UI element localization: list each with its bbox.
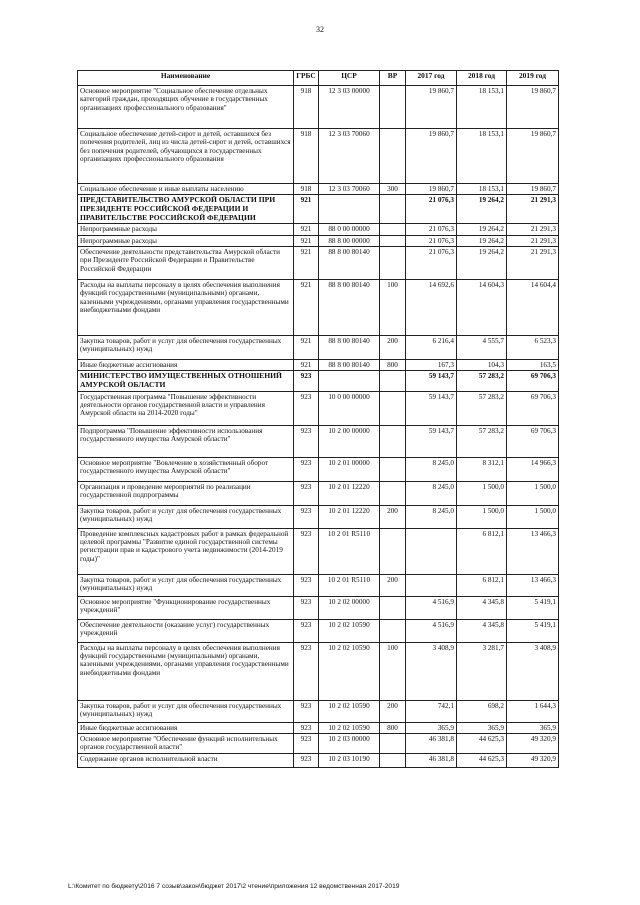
row-grbs: 918 xyxy=(294,184,319,195)
row-2018: 698,2 xyxy=(457,700,507,722)
row-2017: 4 516,9 xyxy=(406,596,457,619)
table-row xyxy=(78,86,559,129)
row-2018: 18 153,1 xyxy=(457,129,507,184)
row-2019: 69 706,3 xyxy=(507,371,559,391)
row-grbs: 921 xyxy=(294,336,319,360)
row-2019: 13 466,3 xyxy=(507,574,559,596)
row-name: МИНИСТЕРСТВО ИМУЩЕСТВЕННЫХ ОТНОШЕНИЙ АМУРСКОЙ ОБЛАСТИ xyxy=(78,371,294,391)
row-2019: 163,5 xyxy=(507,360,559,371)
row-vr xyxy=(380,247,406,280)
row-vr xyxy=(380,528,406,574)
row-grbs: 923 xyxy=(294,596,319,619)
row-name: Закупка товаров, работ и услуг для обеспечения государственных (муниципальных) нужд xyxy=(78,505,294,528)
row-csr: 12 3 03 70060 xyxy=(319,184,380,195)
row-vr: 200 xyxy=(380,505,406,528)
row-2017: 19 860,7 xyxy=(406,184,457,195)
row-name: Расходы на выплаты персоналу в целях обеспечения выполнения функций государственными (муниципальными) органами, казенными учреждениями, органами управления государственными внебюджетными фондами xyxy=(78,280,294,336)
header-vr: ВР xyxy=(380,71,406,86)
row-csr: 88 8 00 00000 xyxy=(319,235,380,246)
row-csr: 10 2 01 12220 xyxy=(319,505,380,528)
row-2017: 21 076,3 xyxy=(406,224,457,235)
table-row xyxy=(78,360,559,371)
row-csr: 12 3 03 00000 xyxy=(319,86,380,129)
row-vr: 200 xyxy=(380,700,406,722)
table-row xyxy=(78,700,559,722)
row-csr: 12 3 03 70060 xyxy=(319,129,380,184)
row-2019: 69 706,3 xyxy=(507,391,559,425)
row-grbs: 923 xyxy=(294,574,319,596)
row-csr: 10 0 00 00000 xyxy=(319,391,380,425)
row-2019: 21 291,3 xyxy=(507,224,559,235)
row-2018: 8 312,1 xyxy=(457,457,507,481)
row-name: Закупка товаров, работ и услуг для обеспечения государственных (муниципальных) нужд xyxy=(78,336,294,360)
header-2018: 2018 год xyxy=(457,71,507,86)
row-csr: 88 8 00 80140 xyxy=(319,247,380,280)
row-grbs: 921 xyxy=(294,224,319,235)
row-csr: 88 8 00 80140 xyxy=(319,336,380,360)
row-name: Иные бюджетные ассигнования xyxy=(78,722,294,733)
row-csr: 10 2 01 12220 xyxy=(319,481,380,505)
row-csr: 10 2 02 10590 xyxy=(319,722,380,733)
row-vr xyxy=(380,371,406,391)
row-2019: 5 419,1 xyxy=(507,619,559,642)
row-name: Иные бюджетные ассигнования xyxy=(78,360,294,371)
row-grbs: 923 xyxy=(294,734,319,754)
row-2017: 167,3 xyxy=(406,360,457,371)
row-2018: 6 812,1 xyxy=(457,528,507,574)
row-2018: 4 555,7 xyxy=(457,336,507,360)
table-row xyxy=(78,734,559,754)
row-2018: 365,9 xyxy=(457,722,507,733)
table-row xyxy=(78,224,559,235)
row-2019: 365,9 xyxy=(507,722,559,733)
row-name: Социальное обеспечение детей-сирот и детей, оставшихся без попечения родителей, лиц из числа детей-сирот и детей, оставшихся без попечения родителей, обучающихся в государственных организациях профессионального образования xyxy=(78,129,294,184)
row-2018: 18 153,1 xyxy=(457,86,507,129)
row-csr: 88 8 00 80140 xyxy=(319,360,380,371)
row-vr xyxy=(380,596,406,619)
row-name: Организация и проведение мероприятий по реализации государственной подпрограммы xyxy=(78,481,294,505)
table-header-row xyxy=(78,71,559,86)
row-2018: 14 604,3 xyxy=(457,280,507,336)
row-name: Социальное обеспечение и иные выплаты населению xyxy=(78,184,294,195)
row-2018: 6 812,1 xyxy=(457,574,507,596)
row-vr: 100 xyxy=(380,280,406,336)
row-grbs: 923 xyxy=(294,528,319,574)
row-2018: 44 625,3 xyxy=(457,734,507,754)
row-csr: 88 8 00 80140 xyxy=(319,280,380,336)
row-2019: 5 419,1 xyxy=(507,596,559,619)
row-2018: 1 500,0 xyxy=(457,481,507,505)
table-row xyxy=(78,754,559,768)
row-grbs: 921 xyxy=(294,195,319,224)
row-2019: 6 523,3 xyxy=(507,336,559,360)
row-name: Непрограммные расходы xyxy=(78,235,294,246)
row-name: Проведение комплексных кадастровых работ в рамках федеральной целевой программы "Развитие единой государственной системы регистрации прав и кадастрового учета недвижимости (2014-2019 годы)" xyxy=(78,528,294,574)
row-2017 xyxy=(406,528,457,574)
row-vr: 200 xyxy=(380,336,406,360)
row-vr xyxy=(380,129,406,184)
row-name: Подпрограмма "Повышение эффективности использования государственного имущества Амурской области" xyxy=(78,425,294,457)
row-grbs: 923 xyxy=(294,425,319,457)
row-csr: 10 2 02 10590 xyxy=(319,642,380,700)
row-2018: 19 264,2 xyxy=(457,195,507,224)
row-2018: 44 625,3 xyxy=(457,754,507,768)
row-vr: 800 xyxy=(380,360,406,371)
row-2018: 57 283,2 xyxy=(457,371,507,391)
row-2017: 742,1 xyxy=(406,700,457,722)
row-grbs: 921 xyxy=(294,360,319,371)
row-2019: 14 604,4 xyxy=(507,280,559,336)
row-csr: 10 2 02 00000 xyxy=(319,596,380,619)
row-name: Обеспечение деятельности (оказание услуг) государственных учреждений xyxy=(78,619,294,642)
row-grbs: 923 xyxy=(294,642,319,700)
row-vr xyxy=(380,481,406,505)
row-2017: 8 245,0 xyxy=(406,457,457,481)
row-name: Обеспечение деятельности представительства Амурской области при Президенте Российской Федерации и Правительстве Российской Федерации xyxy=(78,247,294,280)
row-2019: 19 860,7 xyxy=(507,184,559,195)
table-row xyxy=(78,247,559,280)
row-2019: 14 966,3 xyxy=(507,457,559,481)
budget-table xyxy=(77,70,559,768)
row-grbs: 923 xyxy=(294,754,319,768)
row-2019: 13 466,3 xyxy=(507,528,559,574)
row-2019: 49 320,9 xyxy=(507,734,559,754)
table-row xyxy=(78,528,559,574)
row-grbs: 923 xyxy=(294,619,319,642)
row-2018: 1 500,0 xyxy=(457,505,507,528)
row-grbs: 923 xyxy=(294,722,319,733)
row-2018: 4 345,8 xyxy=(457,596,507,619)
table-row xyxy=(78,129,559,184)
row-vr xyxy=(380,734,406,754)
row-2018: 19 264,2 xyxy=(457,224,507,235)
row-2019: 21 291,3 xyxy=(507,247,559,280)
page-number: 32 xyxy=(316,25,324,34)
row-csr: 88 0 00 00000 xyxy=(319,224,380,235)
row-2018: 4 345,8 xyxy=(457,619,507,642)
row-grbs: 918 xyxy=(294,86,319,129)
row-2018: 19 264,2 xyxy=(457,247,507,280)
row-vr xyxy=(380,235,406,246)
row-2018: 57 283,2 xyxy=(457,425,507,457)
row-2017: 365,9 xyxy=(406,722,457,733)
row-grbs: 921 xyxy=(294,280,319,336)
row-vr xyxy=(380,457,406,481)
row-vr xyxy=(380,86,406,129)
row-vr xyxy=(380,619,406,642)
row-vr xyxy=(380,195,406,224)
row-2017 xyxy=(406,574,457,596)
row-2019: 49 320,9 xyxy=(507,754,559,768)
header-grbs: ГРБС xyxy=(294,71,319,86)
row-csr: 10 2 01 00000 xyxy=(319,457,380,481)
row-name: Закупка товаров, работ и услуг для обеспечения государственных (муниципальных) нужд xyxy=(78,700,294,722)
table-row xyxy=(78,184,559,195)
row-2017: 19 860,7 xyxy=(406,86,457,129)
row-grbs: 923 xyxy=(294,481,319,505)
row-vr: 300 xyxy=(380,184,406,195)
table-row xyxy=(78,642,559,700)
table-row xyxy=(78,195,559,224)
row-2017: 19 860,7 xyxy=(406,129,457,184)
row-csr: 10 2 02 10590 xyxy=(319,700,380,722)
row-name: Закупка товаров, работ и услуг для обеспечения государственных (муниципальных) нужд xyxy=(78,574,294,596)
row-2017: 3 408,9 xyxy=(406,642,457,700)
table-row xyxy=(78,505,559,528)
row-vr: 200 xyxy=(380,574,406,596)
row-name: Основное мероприятие "Функционирование государственных учреждений" xyxy=(78,596,294,619)
row-csr xyxy=(319,371,380,391)
row-grbs: 918 xyxy=(294,129,319,184)
row-2017: 59 143,7 xyxy=(406,425,457,457)
row-2017: 8 245,0 xyxy=(406,481,457,505)
row-2017: 46 381,8 xyxy=(406,754,457,768)
row-vr xyxy=(380,391,406,425)
row-2017: 46 381,8 xyxy=(406,734,457,754)
header-csr: ЦСР xyxy=(319,71,380,86)
row-vr xyxy=(380,754,406,768)
row-2019: 1 500,0 xyxy=(507,505,559,528)
row-2019: 21 291,3 xyxy=(507,195,559,224)
row-grbs: 921 xyxy=(294,247,319,280)
row-name: Государственная программа "Повышение эффективности деятельности органов государственной власти и управления Амурской области на 2014-2020 годы" xyxy=(78,391,294,425)
row-csr: 10 2 00 00000 xyxy=(319,425,380,457)
row-grbs: 923 xyxy=(294,391,319,425)
table-row xyxy=(78,481,559,505)
table-row xyxy=(78,457,559,481)
row-2017: 59 143,7 xyxy=(406,391,457,425)
table-row xyxy=(78,619,559,642)
row-2018: 104,3 xyxy=(457,360,507,371)
row-csr xyxy=(319,195,380,224)
table-row xyxy=(78,574,559,596)
row-2018: 19 264,2 xyxy=(457,235,507,246)
row-name: Непрограммные расходы xyxy=(78,224,294,235)
row-csr: 10 2 01 R5110 xyxy=(319,528,380,574)
table-row xyxy=(78,336,559,360)
row-2019: 19 860,7 xyxy=(507,86,559,129)
row-name: Содержание органов исполнительной власти xyxy=(78,754,294,768)
row-2019: 1 500,0 xyxy=(507,481,559,505)
header-2019: 2019 год xyxy=(507,71,559,86)
row-2017: 4 516,9 xyxy=(406,619,457,642)
table-row xyxy=(78,722,559,733)
row-2019: 69 706,3 xyxy=(507,425,559,457)
row-grbs: 923 xyxy=(294,700,319,722)
row-2018: 18 153,1 xyxy=(457,184,507,195)
header-name: Наименование xyxy=(78,71,294,86)
header-2017: 2017 год xyxy=(406,71,457,86)
row-2017: 6 216,4 xyxy=(406,336,457,360)
row-2019: 3 408,9 xyxy=(507,642,559,700)
table-row xyxy=(78,596,559,619)
row-csr: 10 2 02 10590 xyxy=(319,619,380,642)
row-name: Расходы на выплаты персоналу в целях обеспечения выполнения функций государственными (муниципальными) органами, казенными учреждениями, органами управления государственными внебюджетными фондами xyxy=(78,642,294,700)
row-csr: 10 2 01 R5110 xyxy=(319,574,380,596)
row-2019: 19 860,7 xyxy=(507,129,559,184)
row-2019: 21 291,3 xyxy=(507,235,559,246)
row-2017: 21 076,3 xyxy=(406,247,457,280)
table-row xyxy=(78,425,559,457)
table-row xyxy=(78,391,559,425)
row-vr: 100 xyxy=(380,642,406,700)
footer-file-path: L:\Комитет по бюджету\2016 7 созыв\закон\бюджет 2017\2 чтение\приложения 12 ведомственная 2017-2019 xyxy=(68,883,400,890)
row-csr: 10 2 03 10190 xyxy=(319,754,380,768)
table-row xyxy=(78,371,559,391)
row-vr xyxy=(380,224,406,235)
row-2017: 21 076,3 xyxy=(406,235,457,246)
row-csr: 10 2 03 00000 xyxy=(319,734,380,754)
table-row xyxy=(78,235,559,246)
row-name: ПРЕДСТАВИТЕЛЬСТВО АМУРСКОЙ ОБЛАСТИ ПРИ ПРЕЗИДЕНТЕ РОССИЙСКОЙ ФЕДЕРАЦИИ И ПРАВИТЕЛЬСТВЕ РОССИЙСКОЙ ФЕДЕРАЦИИ xyxy=(78,195,294,224)
row-2017: 59 143,7 xyxy=(406,371,457,391)
row-2019: 1 644,3 xyxy=(507,700,559,722)
row-2018: 3 281,7 xyxy=(457,642,507,700)
row-grbs: 923 xyxy=(294,371,319,391)
row-vr xyxy=(380,425,406,457)
row-name: Основное мероприятие "Социальное обеспечение отдельных категорий граждан, проходящих обучение в государственных организациях профессионального образования" xyxy=(78,86,294,129)
table-row xyxy=(78,280,559,336)
row-vr: 800 xyxy=(380,722,406,733)
row-grbs: 923 xyxy=(294,505,319,528)
row-2017: 21 076,3 xyxy=(406,195,457,224)
row-2018: 57 283,2 xyxy=(457,391,507,425)
row-grbs: 921 xyxy=(294,235,319,246)
row-name: Основное мероприятие "Обеспечение функций исполнительных органов государственной власти" xyxy=(78,734,294,754)
row-grbs: 923 xyxy=(294,457,319,481)
row-2017: 14 692,6 xyxy=(406,280,457,336)
row-2017: 8 245,0 xyxy=(406,505,457,528)
row-name: Основное мероприятие "Вовлечение в хозяйственный оборот государственного имущества Амурской области" xyxy=(78,457,294,481)
